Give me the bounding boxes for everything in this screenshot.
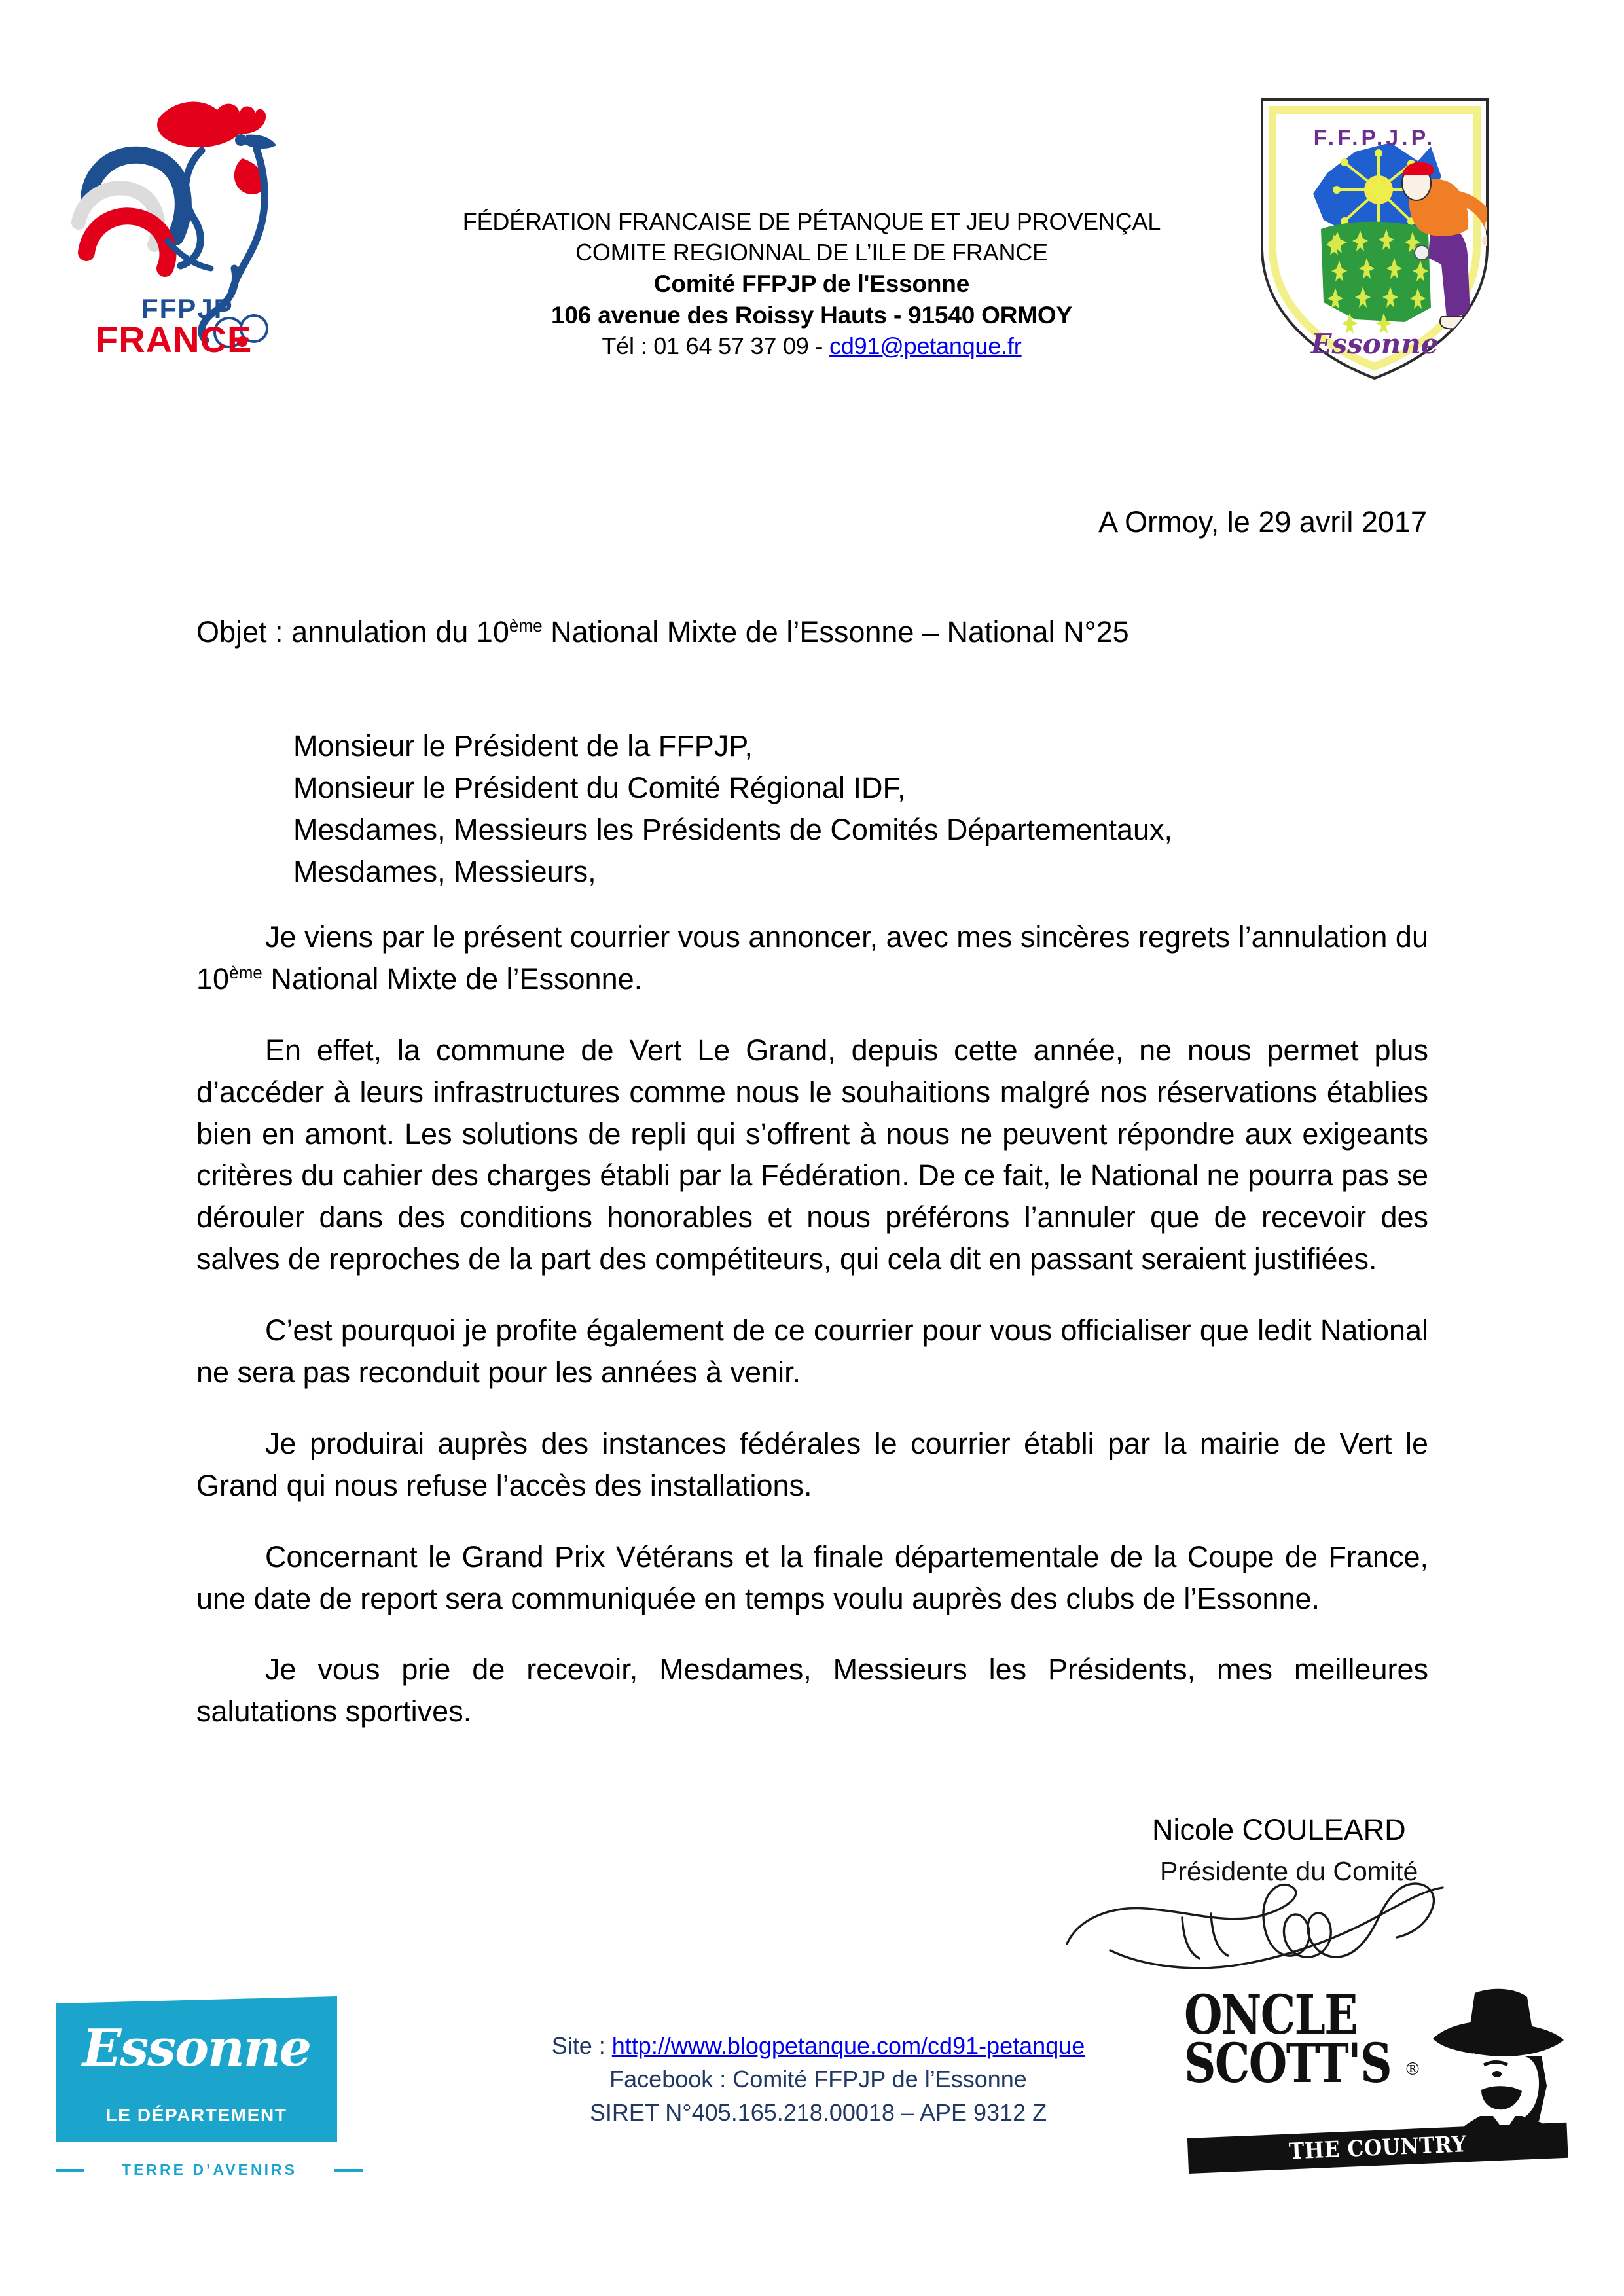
paragraph-1-ordinal: ème xyxy=(229,962,262,982)
crest-essonne-script: Essonne xyxy=(1310,328,1439,360)
paragraph-2: En effet, la commune de Vert Le Grand, depuis cette année, ne nous permet plus d’accéder à leurs infrastructures comme nous le souhaitions malgré nos réservations établies bien en amont. Les solutions de repli qui s’offrent à nous ne peuvent répondre aux exigeants critères du cahier des charges établi par la Fédération. De ce fait, le National ne pourra pas se dérouler dans des conditions honorables et nous préférons l’annuler que de recevoir des salves de reproches de la part des compétiteurs, qui cela dit en passant seraient justifiées. xyxy=(196,1033,1428,1276)
salutation-line: Monsieur le Président du Comité Régional IDF, xyxy=(293,770,906,804)
signatory-role: Présidente du Comité xyxy=(1160,1856,1418,1886)
france-text: FRANCE xyxy=(96,319,253,360)
paragraph-1 xyxy=(196,916,1428,1000)
ffpjp-france-rooster-logo xyxy=(46,72,308,360)
crest-title-text: F.F.P.J.P. xyxy=(1313,126,1436,151)
contact-line xyxy=(340,331,1283,362)
footer-site-line xyxy=(406,2029,1231,2062)
oncle-scotts-wrap xyxy=(1182,1984,1574,2200)
footer-contact-block xyxy=(406,2029,1231,2129)
signatory-name: Nicole COULEARD xyxy=(1152,1813,1406,1846)
cowboy-icon xyxy=(1424,1988,1568,2138)
date-line: A Ormoy, le 29 avril 2017 xyxy=(1098,505,1427,539)
paragraph-3: C’est pourquoi je profite également de ce courrier pour vous officialiser que ledit National ne sera pas reconduit pour les années à venir. xyxy=(196,1314,1428,1390)
footer-siret-line: SIRET N°405.165.218.00018 – APE 9312 Z xyxy=(589,2099,1047,2126)
committee-line: Comité FFPJP de l'Essonne xyxy=(653,270,970,297)
subject-ordinal: ème xyxy=(509,616,543,636)
footer-site-label: Site : xyxy=(551,2032,612,2059)
essonne-departement-logo xyxy=(56,1996,363,2212)
footer-facebook-line: Facebook : Comité FFPJP de l’Essonne xyxy=(609,2066,1027,2093)
country-restaurant-banner xyxy=(1187,2123,1568,2200)
letter-body xyxy=(196,916,1428,1732)
divider-right xyxy=(334,2169,363,2172)
divider-left xyxy=(56,2169,84,2172)
essonne-departement-text: LE DÉPARTEMENT xyxy=(105,2105,287,2125)
salutation-line: Monsieur le Président de la FFPJP, xyxy=(293,729,753,762)
paragraph-5: Concernant le Grand Prix Vétérans et la finale départementale de la Coupe de France, une date de report sera communiquée en temps voulu auprès des clubs de l’Essonne. xyxy=(196,1539,1428,1615)
region-line: COMITE REGIONNAL DE L’ILE DE FRANCE xyxy=(575,238,1048,266)
cowboy-portrait-icon xyxy=(1424,1988,1568,2138)
oncle-scotts-logo xyxy=(1182,1984,1574,2200)
country-restaurant-text: THE COUNTRY RESTAURANT xyxy=(1288,2131,1468,2200)
essonne-tagline-text: TERRE D’AVENIRS xyxy=(122,2161,297,2178)
paragraph-4: Je produirai auprès des instances fédérales le courrier établi par la mairie de Vert le Grand qui nous refuse l’accès des installations. xyxy=(196,1426,1428,1502)
email-link[interactable]: cd91@petanque.fr xyxy=(829,332,1022,359)
ffpjp-essonne-crest xyxy=(1250,92,1499,386)
ffpjp-acronym-text: FFPJP xyxy=(141,293,234,324)
subject-suffix: National Mixte de l’Essonne – National N°25 xyxy=(542,615,1129,649)
paragraph-1-a: Je viens par le présent courrier vous annoncer, avec mes sincères regrets l’annulation du 10 xyxy=(196,920,1428,996)
salutation-line: Mesdames, Messieurs, xyxy=(293,854,596,888)
rooster-icon xyxy=(46,72,308,360)
oncle-text: ONCLE xyxy=(1184,1984,1357,2047)
registered-mark-icon: ® xyxy=(1404,2060,1421,2079)
scotts-text: SCOTT'S xyxy=(1184,2032,1391,2095)
paragraph-6: Je vous prie de recevoir, Mesdames, Messieurs les Présidents, mes meilleures salutations sportives. xyxy=(196,1653,1428,1729)
letterhead-text xyxy=(340,207,1283,362)
subject-line xyxy=(196,615,1129,649)
phone-text: Tél : 01 64 57 37 09 - xyxy=(602,332,830,359)
shield-icon xyxy=(1250,92,1499,386)
subject-prefix: Objet : annulation du 10 xyxy=(196,615,509,649)
salutation-block xyxy=(293,725,1172,893)
federation-line: FÉDÉRATION FRANCAISE DE PÉTANQUE ET JEU PROVENÇAL xyxy=(462,208,1161,235)
paragraph-1-b: National Mixte de l’Essonne. xyxy=(262,961,643,996)
oncle-scotts-wordmark xyxy=(1184,1984,1391,2095)
essonne-script-text: Essonne xyxy=(82,2018,311,2078)
essonne-tagline-row xyxy=(56,2161,363,2179)
footer-site-link[interactable]: http://www.blogpetanque.com/cd91-petanque xyxy=(611,2032,1085,2059)
salutation-line: Mesdames, Messieurs les Présidents de Comités Départementaux, xyxy=(293,812,1173,846)
address-line: 106 avenue des Roissy Hauts - 91540 ORMOY xyxy=(551,301,1072,329)
essonne-logo-block xyxy=(56,1996,337,2142)
